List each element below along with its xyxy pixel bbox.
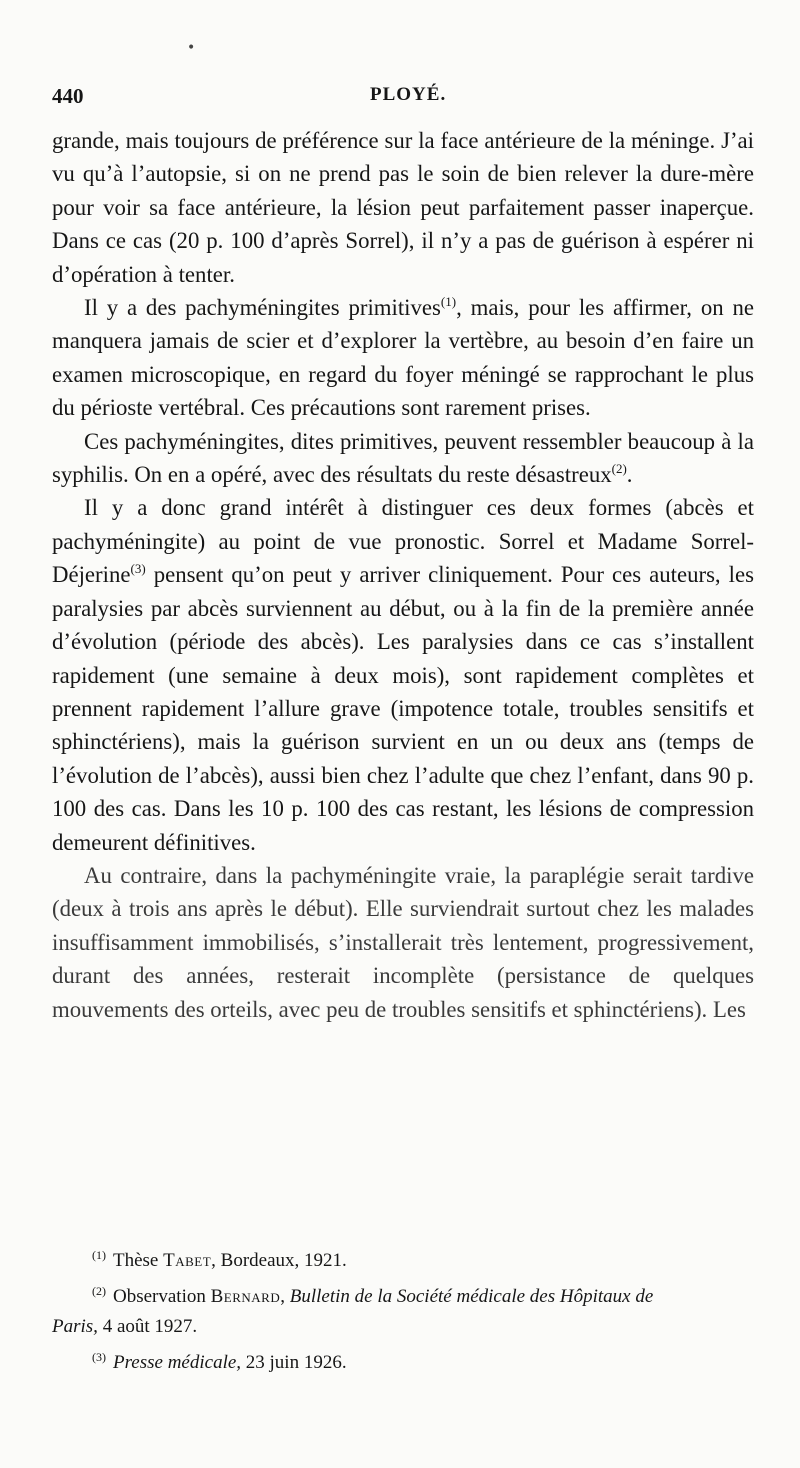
footnote-ref-3: (3) bbox=[130, 561, 146, 577]
footnote-date: 23 juin 1926. bbox=[241, 1352, 347, 1373]
footnote-number: (1) bbox=[92, 1248, 106, 1262]
footnote-journal-cont: Paris, bbox=[52, 1316, 98, 1337]
footnote-author: Tabet bbox=[163, 1250, 212, 1271]
footnotes bbox=[52, 1240, 752, 1378]
footnote-journal: Bulletin de la Société médicale des Hôpitaux de bbox=[289, 1286, 654, 1307]
footnote-ref-2: (2) bbox=[611, 461, 627, 477]
footnote-number: (2) bbox=[92, 1284, 106, 1298]
footnote-3 bbox=[92, 1342, 752, 1378]
paragraph-3 bbox=[52, 425, 754, 492]
body-text bbox=[52, 124, 754, 1026]
paragraph-3-text-b: . bbox=[626, 462, 633, 488]
footnote-text: Observation bbox=[113, 1286, 211, 1307]
footnote-number: (3) bbox=[92, 1350, 106, 1364]
footnote-text: Thèse bbox=[113, 1250, 164, 1271]
paragraph-2-text-a: Il y a des pachyméningites primitives bbox=[84, 295, 441, 321]
paragraph-4-text-a: Il y a donc grand intérêt à distinguer ces deux formes (abcès et pachyméningite) au point de vue pronostic. Sorrel et Madame Sorrel-Déjerine bbox=[52, 495, 754, 588]
footnote-text: , bbox=[280, 1286, 290, 1307]
paragraph-1: grande, mais toujours de préférence sur la face antérieure de la méninge. J’ai vu qu’à l’autopsie, si on ne prend pas le soin de bien relever la dure-mère pour voir sa face antérieure, la lésion peut parfaitement passer inaperçue. Dans ce cas (20 p. 100 d’après Sorrel), il n’y a pas de guérison à espérer ni d’opération à tenter. bbox=[52, 128, 754, 287]
footnote-author: Bernard bbox=[210, 1286, 281, 1307]
footnote-2 bbox=[52, 1276, 752, 1342]
footnote-date: 4 août 1927. bbox=[97, 1316, 198, 1337]
print-speck: • bbox=[187, 40, 196, 56]
running-head: PLOYÉ. bbox=[370, 84, 447, 105]
paragraph-4-text-b: pensent qu’on peut y arriver cliniquement. Pour ces auteurs, les paralysies par abcès surviennent au début, ou à la fin de la première année d’évolution (période des abcès). Les paralysies dans ce cas s’installent rapidement (une semaine à deux mois), sont rapidement complètes et prennent rapidement l’allure grave (impotence totale, troubles sensitifs et sphinctériens), mais la guérison survient en un ou deux ans (temps de l’évolution de l’abcès), aussi bien chez l’adulte que chez l’enfant, dans 90 p. 100 des cas. Dans les 10 p. 100 des cas restant, les lésions de compression demeurent définitives. bbox=[52, 562, 754, 855]
paragraph-2-text-b: , mais, pour les affirmer, on ne manquera jamais de scier et d’explorer la vertèbre, au besoin d’en faire un examen microscopique, en regard du foyer méningé se rapprochant le plus du périoste vertébral. Ces précautions sont rarement prises. bbox=[52, 295, 754, 421]
footnote-1 bbox=[92, 1240, 752, 1276]
page-header bbox=[52, 84, 752, 114]
page-number: 440 bbox=[52, 84, 84, 108]
paragraph-3-text-a: Ces pachyméningites, dites primitives, peuvent ressembler beaucoup à la syphilis. On en a opéré, avec des résultats du reste désastreux bbox=[52, 428, 754, 488]
footnote-text: , Bordeaux, 1921. bbox=[211, 1250, 347, 1271]
footnote-journal: Presse médicale, bbox=[113, 1352, 242, 1373]
paragraph-2 bbox=[52, 291, 754, 425]
footnote-ref-1: (1) bbox=[440, 294, 457, 310]
paragraph-5: Au contraire, dans la pachyméningite vraie, la paraplégie serait tardive (deux à trois ans après le début). Elle surviendrait surtout chez les malades insuffisamment immobilisés, s’installerait très lentement, progressivement, durant des années, resterait incomplète (persistance de quelques mouvements des orteils, avec peu de troubles sensitifs et sphinctériens). Les bbox=[52, 862, 754, 1022]
paragraph-4 bbox=[52, 491, 754, 858]
